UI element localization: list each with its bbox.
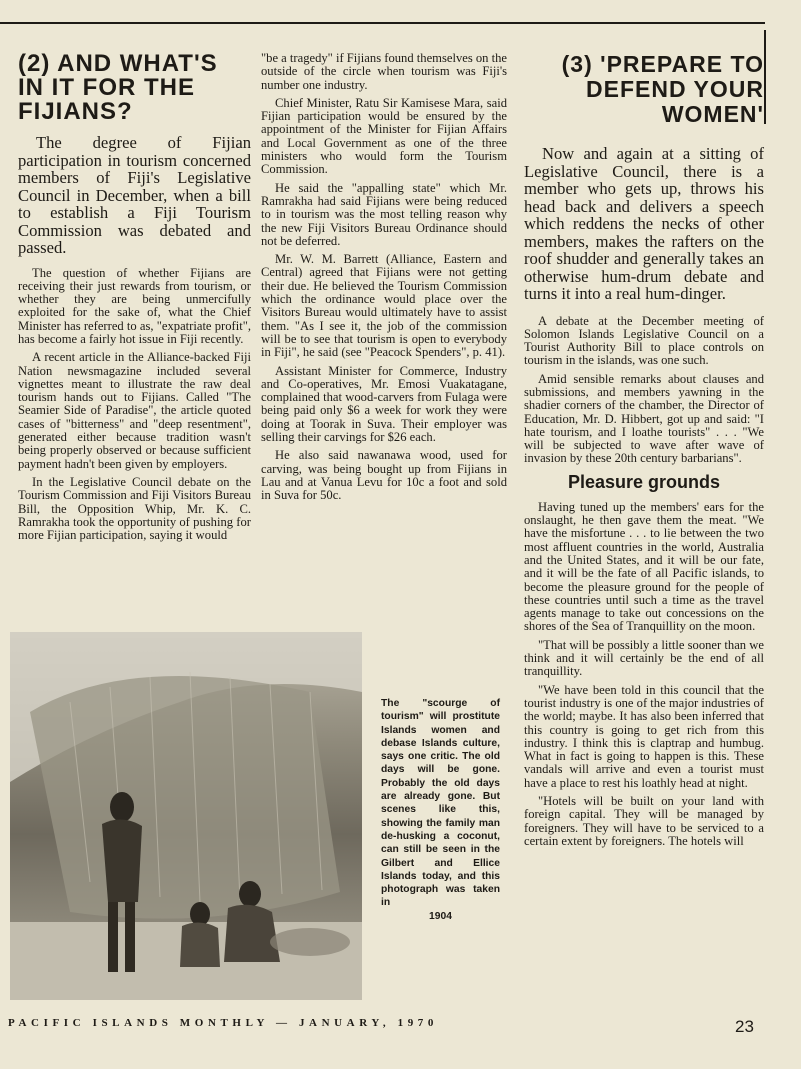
left-lead [18, 134, 251, 257]
photo-caption [381, 697, 500, 923]
right-column [524, 52, 764, 853]
left-lead-text: The degree of Fijian participation in tourism concerned members of Fiji's Legislative Council in December, when a bill to establish a Fiji Tourism Commission was debated and passed. [18, 133, 251, 257]
middle-paragraph-3: He said the "appalling state" which Mr. Ramrakha had said Fijians were being reduced to in tourism was the most telling reason why the new Fiji Visitors Bureau Ordinance should not be deferred. [261, 180, 507, 248]
left-column [18, 52, 251, 547]
middle-paragraph-2: Chief Minister, Ratu Sir Kamisese Mara, said Fijian participation would be ensured by the appointment of the Minister for Fijian Affairs and Local Government as one of the three ministers who would form the Tourism Commission. [261, 95, 507, 177]
left-headline: (2) AND WHAT'S IN IT FOR THE FIJIANS? [18, 50, 218, 125]
photo-illustration [10, 632, 362, 1000]
archival-photograph [10, 632, 362, 1000]
right-paragraph-4: "That will be possibly a little sooner than we think and it will certainly be the end of all tranquillity. [524, 637, 764, 679]
left-paragraph-1: The question of whether Fijians are receiving their just rewards from tourism, or whether they are being unmercifully exploited for the sake of, what the Chief Minister has referred to as, "expatriate profit", has become a fairly hot issue in Fiji recently. [18, 265, 251, 346]
photo-caption-text: The "scourge of tourism" will prostitute Islands women and debase Islands culture, says one critic. The old days will be gone. Probably the old days are already gone. But scenes like this, showing the family man de-husking a coconut, can still be seen in the Gilbert and Ellice Islands today, and this photograph was taken in [381, 698, 500, 909]
right-paragraph-5: "We have been told in this council that the tourist industry is one of the major industries of the world; maybe. It has also been inferred that this country is going to get rich from this industry. I think this is claptrap and humbug. What in fact is going to happen is this. These vandals will arrive and even a tourist must have a place to rest his loathly head at night. [524, 682, 764, 790]
middle-paragraph-5: Assistant Minister for Commerce, Industry and Co-operatives, Mr. Emosi Vuakatagane, complained that wood-carvers from Fulaga were being paid only $6 a week for work they were doing at Toorak in Suva. Their employer was selling their carvings for $26 each. [261, 363, 507, 445]
page-number: 23 [735, 1017, 754, 1036]
middle-paragraph-6: He also said nawanawa wood, used for carving, was being bought up from Fijians in Lau and at Vanua Levu for 10c a foot and sold in Suva for 50c. [261, 448, 507, 503]
right-paragraph-1: A debate at the December meeting of Solomon Islands Legislative Council on a Tourist Authority Bill to place controls on tourism in the islands, was one such. [524, 313, 764, 368]
left-body [18, 267, 251, 543]
left-paragraph-2: A recent article in the Alliance-backed Fiji Nation newsmagazine included several vignettes meant to illustrate the raw deal tourism hands out to Fijians. Called "The Seamier Side of Paradise", the article quoted cases of "bitterness" and "deep resentment", generated either because tradition wasn't being properly observed or because sufficient payment hadn't been given by employers. [18, 350, 251, 471]
middle-paragraph-4: Mr. W. M. Barrett (Alliance, Eastern and Central) agreed that Fijians were not getting their due. He believed the Tourism Commission which the ordinance would place over the Visitors Bureau would ultimately have to assist them. "As I see it, the job of the commission will be to see that tourism is open to everybody in Fiji", he said (see "Peacock Spenders", p. 41). [261, 252, 507, 360]
photo-caption-year: 1904 [429, 910, 452, 922]
right-lead [524, 145, 764, 303]
middle-column [261, 52, 507, 508]
middle-paragraph-1: "be a tragedy" if Fijians found themselves on the outside of the circle when tourism was Fiji's number one industry. [261, 51, 508, 92]
left-paragraph-3: In the Legislative Council debate on the Tourism Commission and Fiji Visitors Bureau Bill, the Opposition Whip, Mr. K. C. Ramrakha took the opportunity of pushing for more Fijian participation, saying it would [18, 474, 251, 543]
right-headline: (3) 'PREPARE TO DEFEND YOUR WOMEN' [561, 51, 764, 127]
right-subheading: Pleasure grounds [567, 471, 721, 492]
right-paragraph-2: Amid sensible remarks about clauses and submissions, and members yawning in the shadier corners of the chamber, the Director of Education, Mr. D. Hibbert, got up and said: "I hate tourism, and I loathe tourists" . . . "We will be subjected to wave after wave of invasion by these 20th century barbarians". [524, 371, 764, 466]
top-rule [0, 22, 765, 24]
right-rule [764, 30, 766, 124]
right-lead-text: Now and again at a sitting of Legislative Council, there is a member who gets up, throws his head back and delivers a speech which reddens the necks of other members, makes the rafters on the roof shudder and generally takes an otherwise hum-drum debate and turns it into a real hum-dinger. [524, 144, 764, 303]
right-paragraph-6: "Hotels will be built on your land with foreign capital. They will be managed by foreigners. They will have to be serviced to a certain extent by foreigners. The hotels will [524, 794, 764, 848]
right-paragraph-3: Having tuned up the members' ears for the onslaught, he then gave them the meat. "We have the misfortune . . . to lie between the two most affluent countries in the world, Australia and the United States, and it will be our fate, and it will be the fate of all Pacific islands, to become the pleasure ground for the people of these countries until such a time as the travel agents manage to take out concessions on the shores of the Sea of Tranquillity on the moon. [524, 499, 764, 634]
publication-footer: PACIFIC ISLANDS MONTHLY — JANUARY, 1970 [8, 1017, 439, 1029]
